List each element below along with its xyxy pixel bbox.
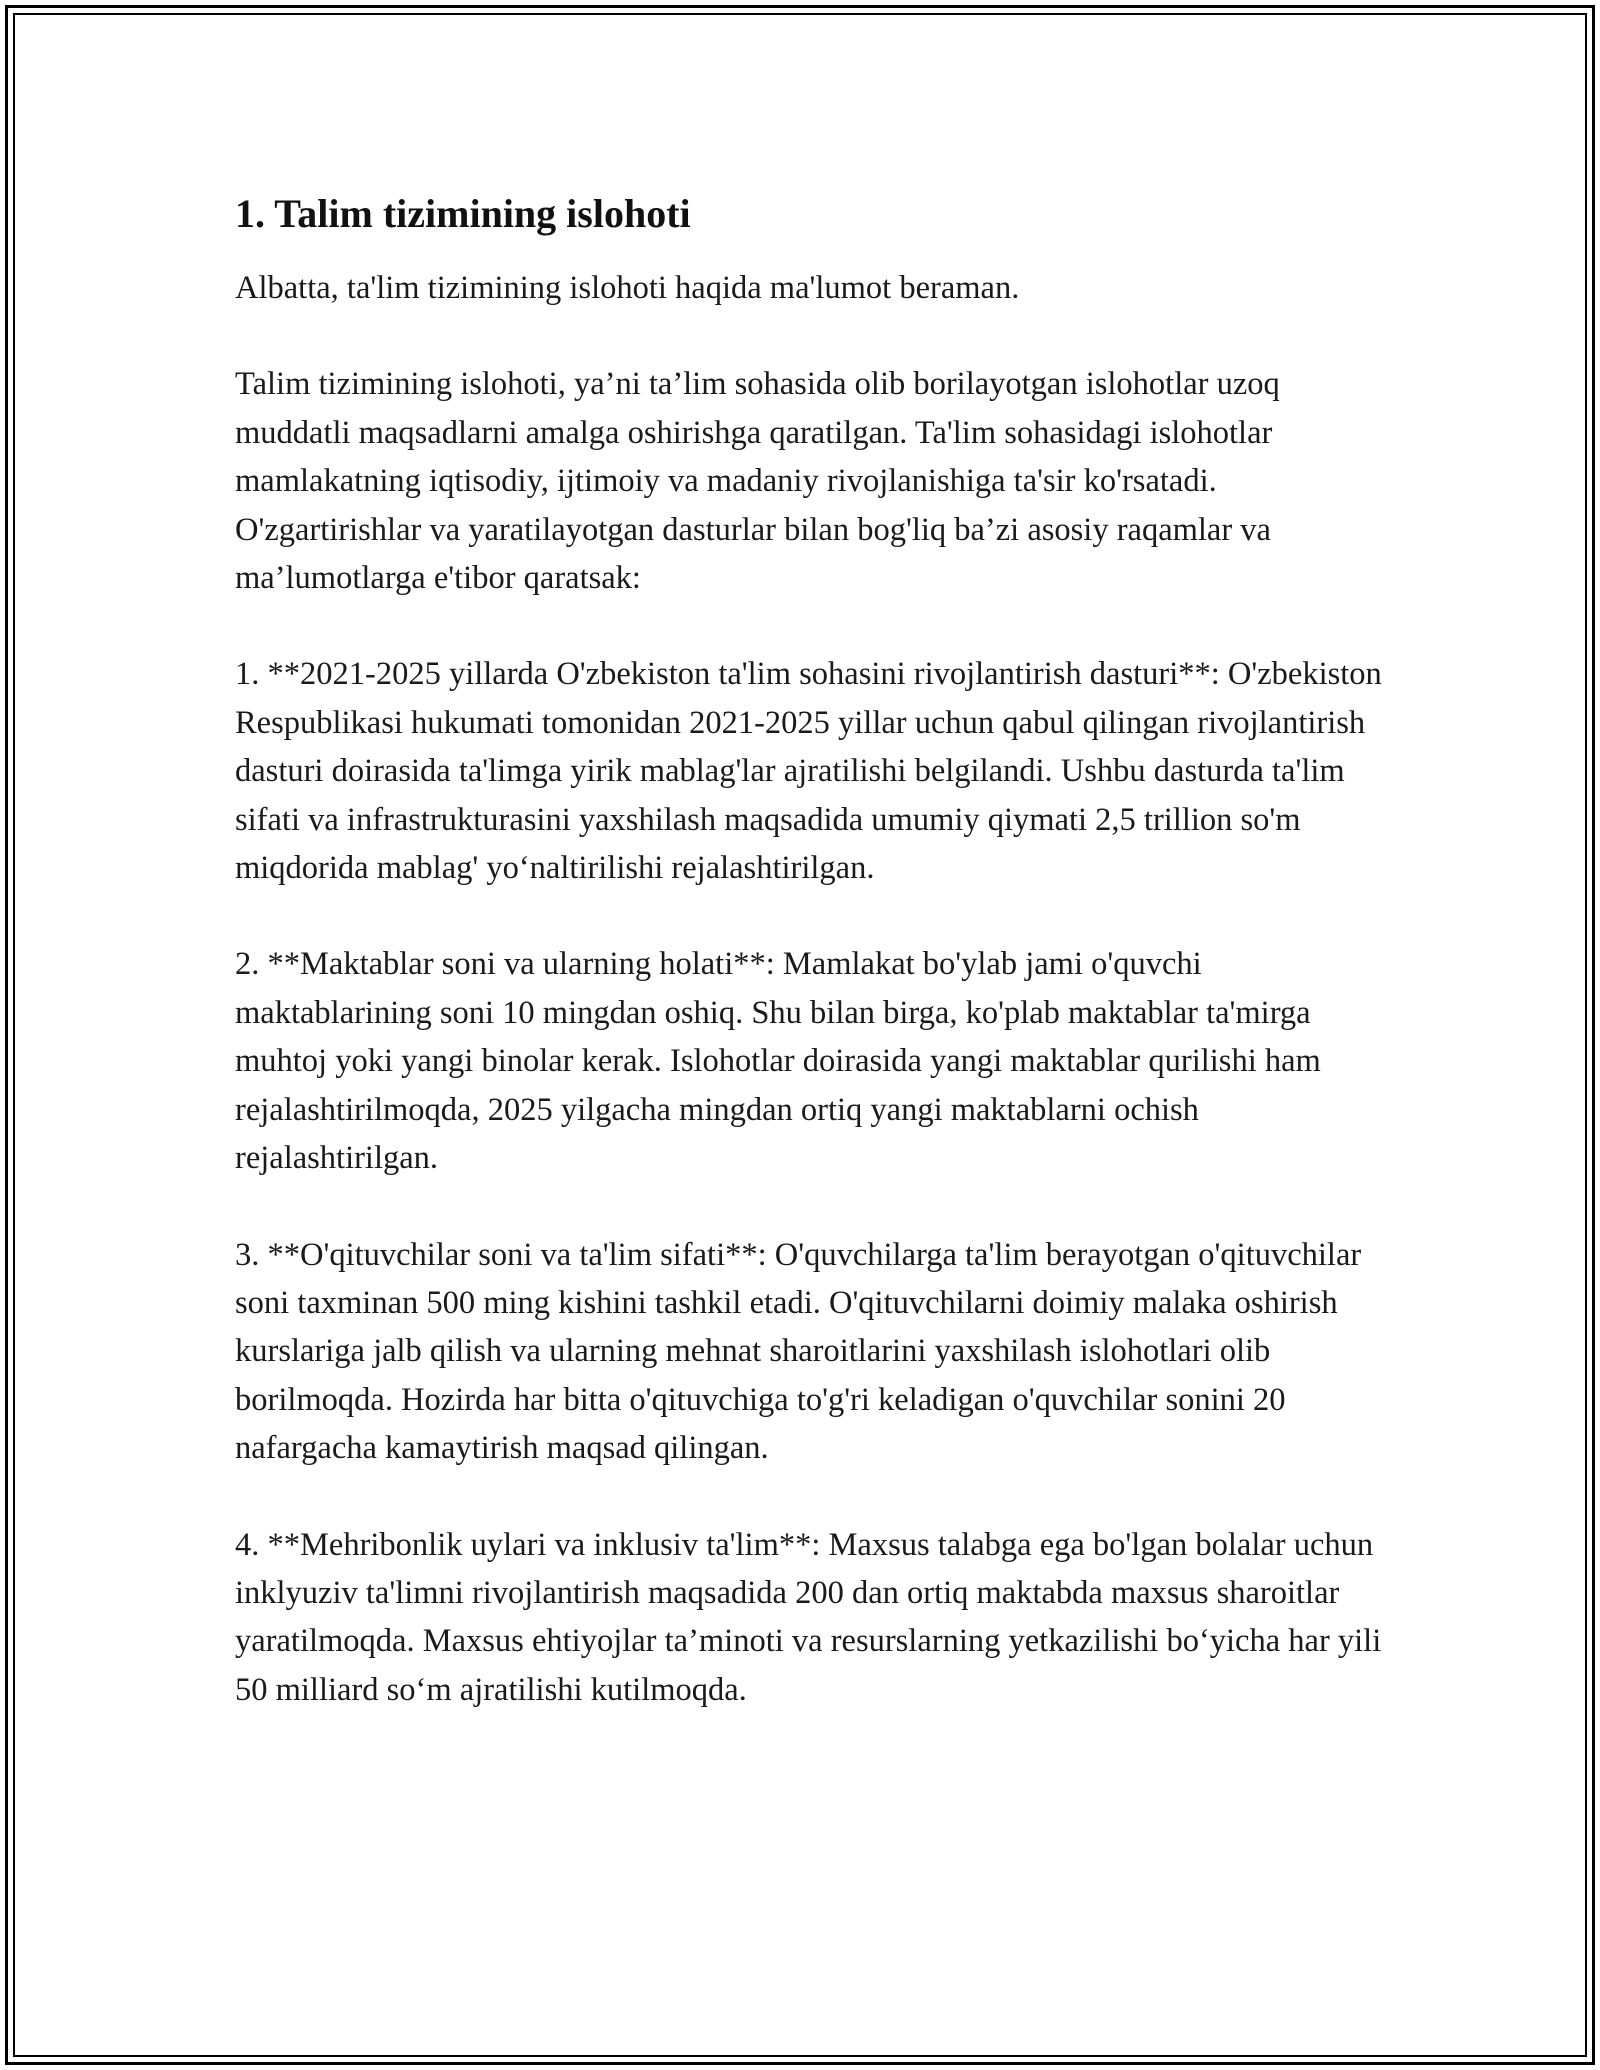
point-3-paragraph: 3. **O'qituvchilar soni va ta'lim sifati**: O'quvchilarga ta'lim berayotgan o'qituvchilar soni taxminan 500 ming kishini tashkil etadi. O'qituvchilarni doimiy malaka oshirish kurslariga jalb qilish va ularning mehnat sharoitlarini yaxshilash islohotlari olib borilmoqda. Hozirda har bitta o'qituvchiga to'g'ri keladigan o'quvchilar sonini 20 nafargacha kamaytirish maqsad qilingan. [235,1236,1362,1467]
document-body [235,186,1395,1762]
intro-paragraph: Albatta, ta'lim tizimining islohoti haqida ma'lumot beraman. [235,270,1020,306]
overview-paragraph: Talim tizimining islohoti, ya’ni ta’lim sohasida olib borilayotgan islohotlar uzoq muddatli maqsadlarni amalga oshirishga qaratilgan. Ta'lim sohasidagi islohotlar mamlakatning iqtisodiy, ijtimoiy va madaniy rivojlanishiga ta'sir ko'rsatadi. O'zgartirishlar va yaratilayotgan dasturlar bilan bog'liq ba’zi asosiy raqamlar va ma’lumotlarga e'tibor qaratsak: [235,366,1280,597]
point-1-paragraph: 1. **2021-2025 yillarda O'zbekiston ta'lim sohasini rivojlantirish dasturi**: O'zbekiston Respublikasi hukumati tomonidan 2021-2025 yillar uchun qabul qilingan rivojlantirish dasturi doirasida ta'limga yirik mablag'lar ajratilishi belgilandi. Ushbu dasturda ta'lim sifati va infrastrukturasini yaxshilash maqsadida umumiy qiymati 2,5 trillion so'm miqdorida mablag' yo‘naltirilishi rejalashtirilgan. [235,656,1382,887]
document-title: 1. Talim tizimining islohoti [235,191,691,236]
point-4-paragraph: 4. **Mehribonlik uylari va inklusiv ta'lim**: Maxsus talabga ega bo'lgan bolalar uchun inklyuziv ta'limni rivojlantirish maqsadida 200 dan ortiq maktabda maxsus sharoitlar yaratilmoqda. Maxsus ehtiyojlar ta’minoti va resurslarning yetkazilishi bo‘yicha har yili 50 milliard so‘m ajratilishi kutilmoqda. [235,1526,1382,1708]
point-2-paragraph: 2. **Maktablar soni va ularning holati**: Mamlakat bo'ylab jami o'quvchi maktablarining soni 10 mingdan oshiq. Shu bilan birga, ko'plab maktablar ta'mirga muhtoj yoki yangi binolar kerak. Islohotlar doirasida yangi maktablar qurilishi ham rejalashtirilmoqda, 2025 yilgacha mingdan ortiq yangi maktablarni ochish rejalashtirilgan. [235,946,1321,1177]
